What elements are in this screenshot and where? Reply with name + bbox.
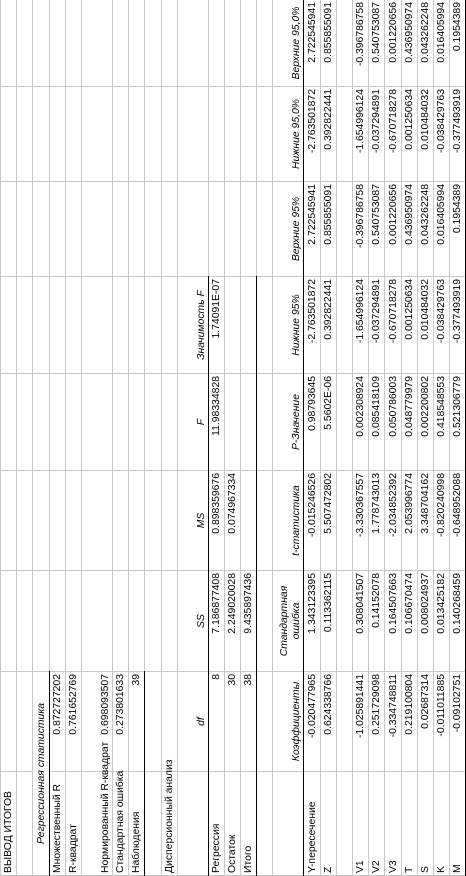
report-title: ВЫВОД ИТОГОВ [1, 772, 17, 876]
coef-cell: -2.763501872 [304, 87, 320, 182]
anova-cell: 2.249020028 [224, 571, 240, 672]
coef-cell: -1.654996124 [353, 277, 369, 374]
coef-row-label: V1 [353, 772, 369, 876]
coef-cell: 3.348704162 [417, 471, 433, 571]
coef-cell: 0.521306779 [450, 374, 466, 471]
table-row [433, 0, 449, 876]
coef-cell: 5.5602E-06 [320, 374, 336, 471]
anova-row-label: Остаток [224, 772, 240, 876]
coef-cell: 0.085418109 [369, 374, 385, 471]
coef-cell: -0.038429763 [433, 277, 449, 374]
coef-row-label: Y-пересечение [304, 772, 320, 876]
table-row [353, 0, 369, 876]
anova-cell: 7.186877408 [208, 571, 224, 672]
coef-cell: 5.507472802 [320, 471, 336, 571]
coef-cell [336, 277, 352, 374]
coef-cell: -0.648952088 [450, 471, 466, 571]
coef-cell: 0.436950974 [401, 182, 417, 277]
table-row [304, 0, 320, 876]
coef-cell [336, 571, 352, 672]
coef-cell: -0.037294891 [369, 277, 385, 374]
coef-cell: 0.1954389 [450, 182, 466, 277]
coef-cell [336, 182, 352, 277]
coef-cell: 2.722545941 [304, 0, 320, 87]
coef-cell: -0.377493919 [450, 277, 466, 374]
anova-header-sig: Значимость F [177, 277, 208, 374]
coef-cell: 0.1954389 [450, 0, 466, 87]
coef-cell: 0.043262248 [417, 182, 433, 277]
coef-cell: 0.540753087 [369, 0, 385, 87]
stat-label: Множественный R [49, 772, 65, 876]
table-row [336, 0, 352, 876]
coef-cell: -0.037294891 [369, 87, 385, 182]
coef-cell: 1.778743013 [369, 471, 385, 571]
coef-cell: -0.011011885 [433, 672, 449, 772]
coef-header: t-статистика [273, 471, 304, 571]
anova-cell: 11.98334828 [208, 374, 224, 471]
coef-cell: 0.164507663 [385, 571, 401, 672]
coef-cell: 1.343123395 [304, 571, 320, 672]
regression-stats-header: Регрессионная статистика [33, 672, 49, 876]
coef-cell [336, 672, 352, 772]
coef-cell: -0.377493919 [450, 87, 466, 182]
coef-cell: -0.396786758 [353, 182, 369, 277]
coef-cell: 2.053996774 [401, 471, 417, 571]
coef-row-label: S [417, 772, 433, 876]
coef-cell: -0.670718278 [385, 277, 401, 374]
coef-cell: 0.002200802 [417, 374, 433, 471]
coef-cell: 0.002308924 [353, 374, 369, 471]
anova-cell: 30 [224, 672, 240, 772]
coef-cell: 0.001220656 [385, 0, 401, 87]
coef-cell: -0.334748811 [385, 672, 401, 772]
coef-cell: 0.02687314 [417, 672, 433, 772]
coef-cell: 0.855855091 [320, 182, 336, 277]
anova-cell: 0.898359676 [208, 471, 224, 571]
coef-row-label: M [450, 772, 466, 876]
table-row [320, 0, 336, 876]
coef-cell: 0.308041507 [353, 571, 369, 672]
coef-cell: 0.219100804 [401, 672, 417, 772]
coef-cell: 0.016405994 [433, 0, 449, 87]
stat-value: 0.698093507 [81, 672, 112, 772]
table-row [450, 0, 466, 876]
stat-label: R-квадрат [65, 772, 81, 876]
coef-cell: 0.98793645 [304, 374, 320, 471]
anova-cell: 9.435897436 [241, 571, 257, 672]
coef-cell: 0.436950974 [401, 0, 417, 87]
coef-row-label [336, 772, 352, 876]
coef-cell: 0.855855091 [320, 0, 336, 87]
coef-header: Нижние 95% [273, 277, 304, 374]
coef-cell: 0.540753087 [369, 182, 385, 277]
anova-title: Дисперсионный анализ [161, 772, 177, 876]
coef-cell: 0.140268459 [450, 571, 466, 672]
anova-header-ms: MS [177, 471, 208, 571]
anova-header-f: F [177, 374, 208, 471]
stat-value: 0.273801633 [112, 672, 128, 772]
coef-cell [336, 471, 352, 571]
anova-cell: 0.074967334 [224, 471, 240, 571]
anova-row-label: Регрессия [208, 772, 224, 876]
coef-cell: 0.008024937 [417, 571, 433, 672]
coef-cell [336, 0, 352, 87]
coef-cell: -0.09102751 [450, 672, 466, 772]
anova-cell: 38 [241, 672, 257, 772]
coef-cell: 0.010484032 [417, 277, 433, 374]
coefficients-body [304, 0, 466, 876]
coef-cell: -0.670718278 [385, 87, 401, 182]
table-row [369, 0, 385, 876]
coef-cell: 0.251729098 [369, 672, 385, 772]
coef-cell: 0.001250634 [401, 277, 417, 374]
coef-row-label: Z [320, 772, 336, 876]
anova-header-df: df [177, 672, 208, 772]
anova-cell: 8 [208, 672, 224, 772]
coef-cell: 0.013425182 [433, 571, 449, 672]
coef-header: P-Значение [273, 374, 304, 471]
coef-header: Стандартная ошибка [273, 571, 304, 672]
stat-label: Стандартная ошибка [112, 772, 128, 876]
coef-cell: 0.001250634 [401, 87, 417, 182]
coef-row-label: V3 [385, 772, 401, 876]
coef-cell: -0.020477965 [304, 672, 320, 772]
coef-cell: 0.14152078 [369, 571, 385, 672]
coef-cell: 0.113362115 [320, 571, 336, 672]
coef-cell: -3.330367557 [353, 471, 369, 571]
coef-cell: -0.820240998 [433, 471, 449, 571]
coef-header: Верхние 95,0% [273, 0, 304, 87]
coef-row-label: V2 [369, 772, 385, 876]
coef-cell: 0.050786003 [385, 374, 401, 471]
coef-header: Верхние 95% [273, 182, 304, 277]
coef-cell [336, 87, 352, 182]
coef-cell: 0.016405994 [433, 182, 449, 277]
coef-cell: -2.034852392 [385, 471, 401, 571]
table-row [401, 0, 417, 876]
coef-row-label: K [433, 772, 449, 876]
coef-cell: -0.015246526 [304, 471, 320, 571]
coef-header: Коэффициенты [273, 672, 304, 772]
stat-value: 0.872727202 [49, 672, 65, 772]
anova-row-label: Итого [241, 772, 257, 876]
coef-cell: 2.722545941 [304, 182, 320, 277]
coef-cell: 0.106670474 [401, 571, 417, 672]
stat-label: Наблюдения [129, 772, 145, 876]
coef-cell: 0.010484032 [417, 87, 433, 182]
coef-cell: 0.048779979 [401, 374, 417, 471]
stat-value: 39 [129, 672, 145, 772]
table-row [417, 0, 433, 876]
coef-cell: 0.392822441 [320, 87, 336, 182]
coef-cell: 0.418548553 [433, 374, 449, 471]
coef-header: Нижние 95,0% [273, 87, 304, 182]
coef-cell: 0.043262248 [417, 0, 433, 87]
table-row [385, 0, 401, 876]
coef-cell: -0.396786758 [353, 0, 369, 87]
coef-cell: -1.654996124 [353, 87, 369, 182]
stat-value: 0.761652769 [65, 672, 81, 772]
coef-cell: 0.001220656 [385, 182, 401, 277]
anova-cell: 1.74091E-07 [208, 277, 224, 374]
coef-cell: 0.624338766 [320, 672, 336, 772]
coef-cell: 0.392822441 [320, 277, 336, 374]
coef-cell [336, 374, 352, 471]
anova-header-ss: SS [177, 571, 208, 672]
coef-cell: -2.763501872 [304, 277, 320, 374]
coef-cell: -1.025891441 [353, 672, 369, 772]
coef-row-label: T [401, 772, 417, 876]
coef-cell: -0.038429763 [433, 87, 449, 182]
stat-label: Нормированный R-квадрат [81, 772, 112, 876]
